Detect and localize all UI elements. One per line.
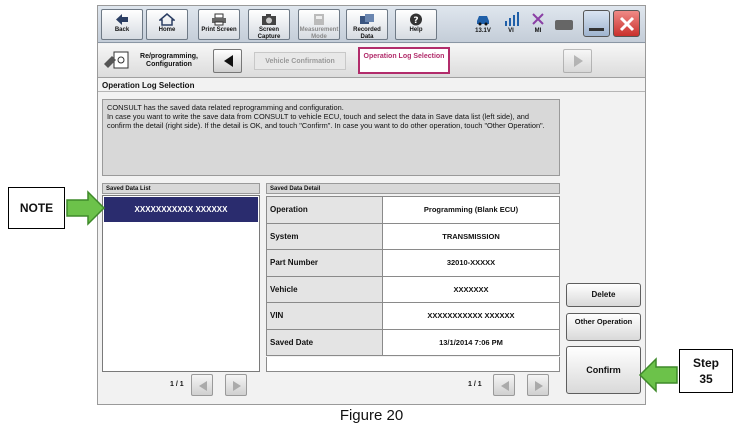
detail-value: XXXXXXX [383,276,560,303]
delete-button[interactable]: Delete [566,283,641,307]
detail-label: Operation [267,197,383,224]
home-button[interactable] [146,9,188,40]
battery-voltage: 13.1V [475,28,491,34]
triangle-right-icon [232,380,242,392]
minimize-icon [589,28,604,31]
other-operation-button[interactable]: Other Operation [566,313,641,341]
vi-status [500,10,522,38]
back-button[interactable] [101,9,143,40]
reprogramming-icon [102,50,132,72]
list-item[interactable]: XXXXXXXXXXX XXXXXX [104,197,258,222]
saved-data-detail-table [266,196,560,356]
breadcrumb [98,44,645,78]
printer-icon [211,13,227,26]
svg-text:?: ? [413,16,419,26]
recorded-data-button[interactable] [346,9,388,40]
print-screen-label: Print Screen [201,27,237,33]
vi-label: VI [508,28,514,34]
signal-icon [503,11,519,27]
detail-label: System [267,223,383,250]
screen-title: Operation Log Selection [98,79,645,92]
table-row [267,303,560,330]
detail-value: 32010-XXXXX [383,250,560,277]
help-label: Help [409,27,423,33]
step-callout-label: Step [692,356,719,370]
mi-label: MI [534,28,542,34]
back-arrow-icon [114,13,130,26]
saved-data-detail-header: Saved Data Detail [266,183,560,194]
battery-icon [555,20,573,30]
minimize-button[interactable] [583,10,610,37]
detail-prev-button[interactable] [493,374,515,396]
note-callout: NOTE [8,187,65,229]
triangle-left-icon [222,54,234,68]
measurement-mode-button[interactable] [298,9,340,40]
breadcrumb-step-vehicle-confirmation: Vehicle Confirmation [254,52,346,70]
triangle-left-icon [500,380,510,392]
triangle-right-icon [534,380,544,392]
table-row [267,250,560,277]
consult-window [97,5,646,405]
measurement-icon [311,13,327,26]
x-mark-icon [530,11,546,27]
breadcrumb-section[interactable]: Re/programming, Configuration [140,53,198,68]
saved-data-list [102,195,260,372]
detail-value: Programming (Blank ECU) [383,197,560,224]
toolbar [98,6,645,43]
measurement-mode-label: Measurement Mode [299,27,339,40]
recorded-data-icon [359,13,375,26]
step-callout-number: 35 [699,372,713,386]
screen-capture-label: Screen Capture [257,27,281,40]
table-row [267,223,560,250]
close-button[interactable] [613,10,640,37]
mi-status [527,10,549,38]
detail-label: Saved Date [267,329,383,356]
detail-page-indicator: 1 / 1 [468,381,482,388]
triangle-right-icon [573,54,585,68]
list-prev-button[interactable] [191,374,213,396]
home-label: Home [158,27,176,33]
help-icon [408,13,424,26]
left-arrow-icon [638,357,678,393]
close-icon [618,15,636,33]
table-row [267,197,560,224]
battery-status [472,10,494,38]
car-icon [475,11,491,27]
instruction-text: CONSULT has the saved data related reprogramming and configuration. In case you want to write the save data from CONSULT to vehicle ECU, touch and select the data in Save data list (left side), and confirm the detail (right side). If the detail is OK, and touch "Confirm". In case you want to do other operation, touch "Other Operation". [107,103,545,130]
detail-value: XXXXXXXXXXX XXXXXX [383,303,560,330]
triangle-left-icon [198,380,208,392]
back-label: Back [114,27,130,33]
home-icon [159,13,175,26]
help-button[interactable] [395,9,437,40]
camera-icon [261,13,277,26]
figure-caption: Figure 20 [339,407,404,424]
table-row [267,329,560,356]
instruction-message [102,99,560,176]
detail-value: TRANSMISSION [383,223,560,250]
breadcrumb-back-button[interactable] [213,49,242,73]
recorded-data-label: Recorded Data [353,27,381,40]
detail-label: VIN [267,303,383,330]
detail-label: Part Number [267,250,383,277]
detail-table-filler [266,357,560,372]
saved-data-list-header: Saved Data List [102,183,260,194]
detail-label: Vehicle [267,276,383,303]
list-page-indicator: 1 / 1 [170,381,184,388]
screen-capture-button[interactable] [248,9,290,40]
list-next-button[interactable] [225,374,247,396]
confirm-button[interactable]: Confirm [566,346,641,394]
detail-next-button[interactable] [527,374,549,396]
breadcrumb-step-current: Operation Log Selection [358,47,450,74]
right-arrow-icon [66,190,106,226]
step-callout [679,349,733,393]
detail-value: 13/1/2014 7:06 PM [383,329,560,356]
breadcrumb-forward-button[interactable] [563,49,592,73]
print-screen-button[interactable] [198,9,240,40]
table-row [267,276,560,303]
